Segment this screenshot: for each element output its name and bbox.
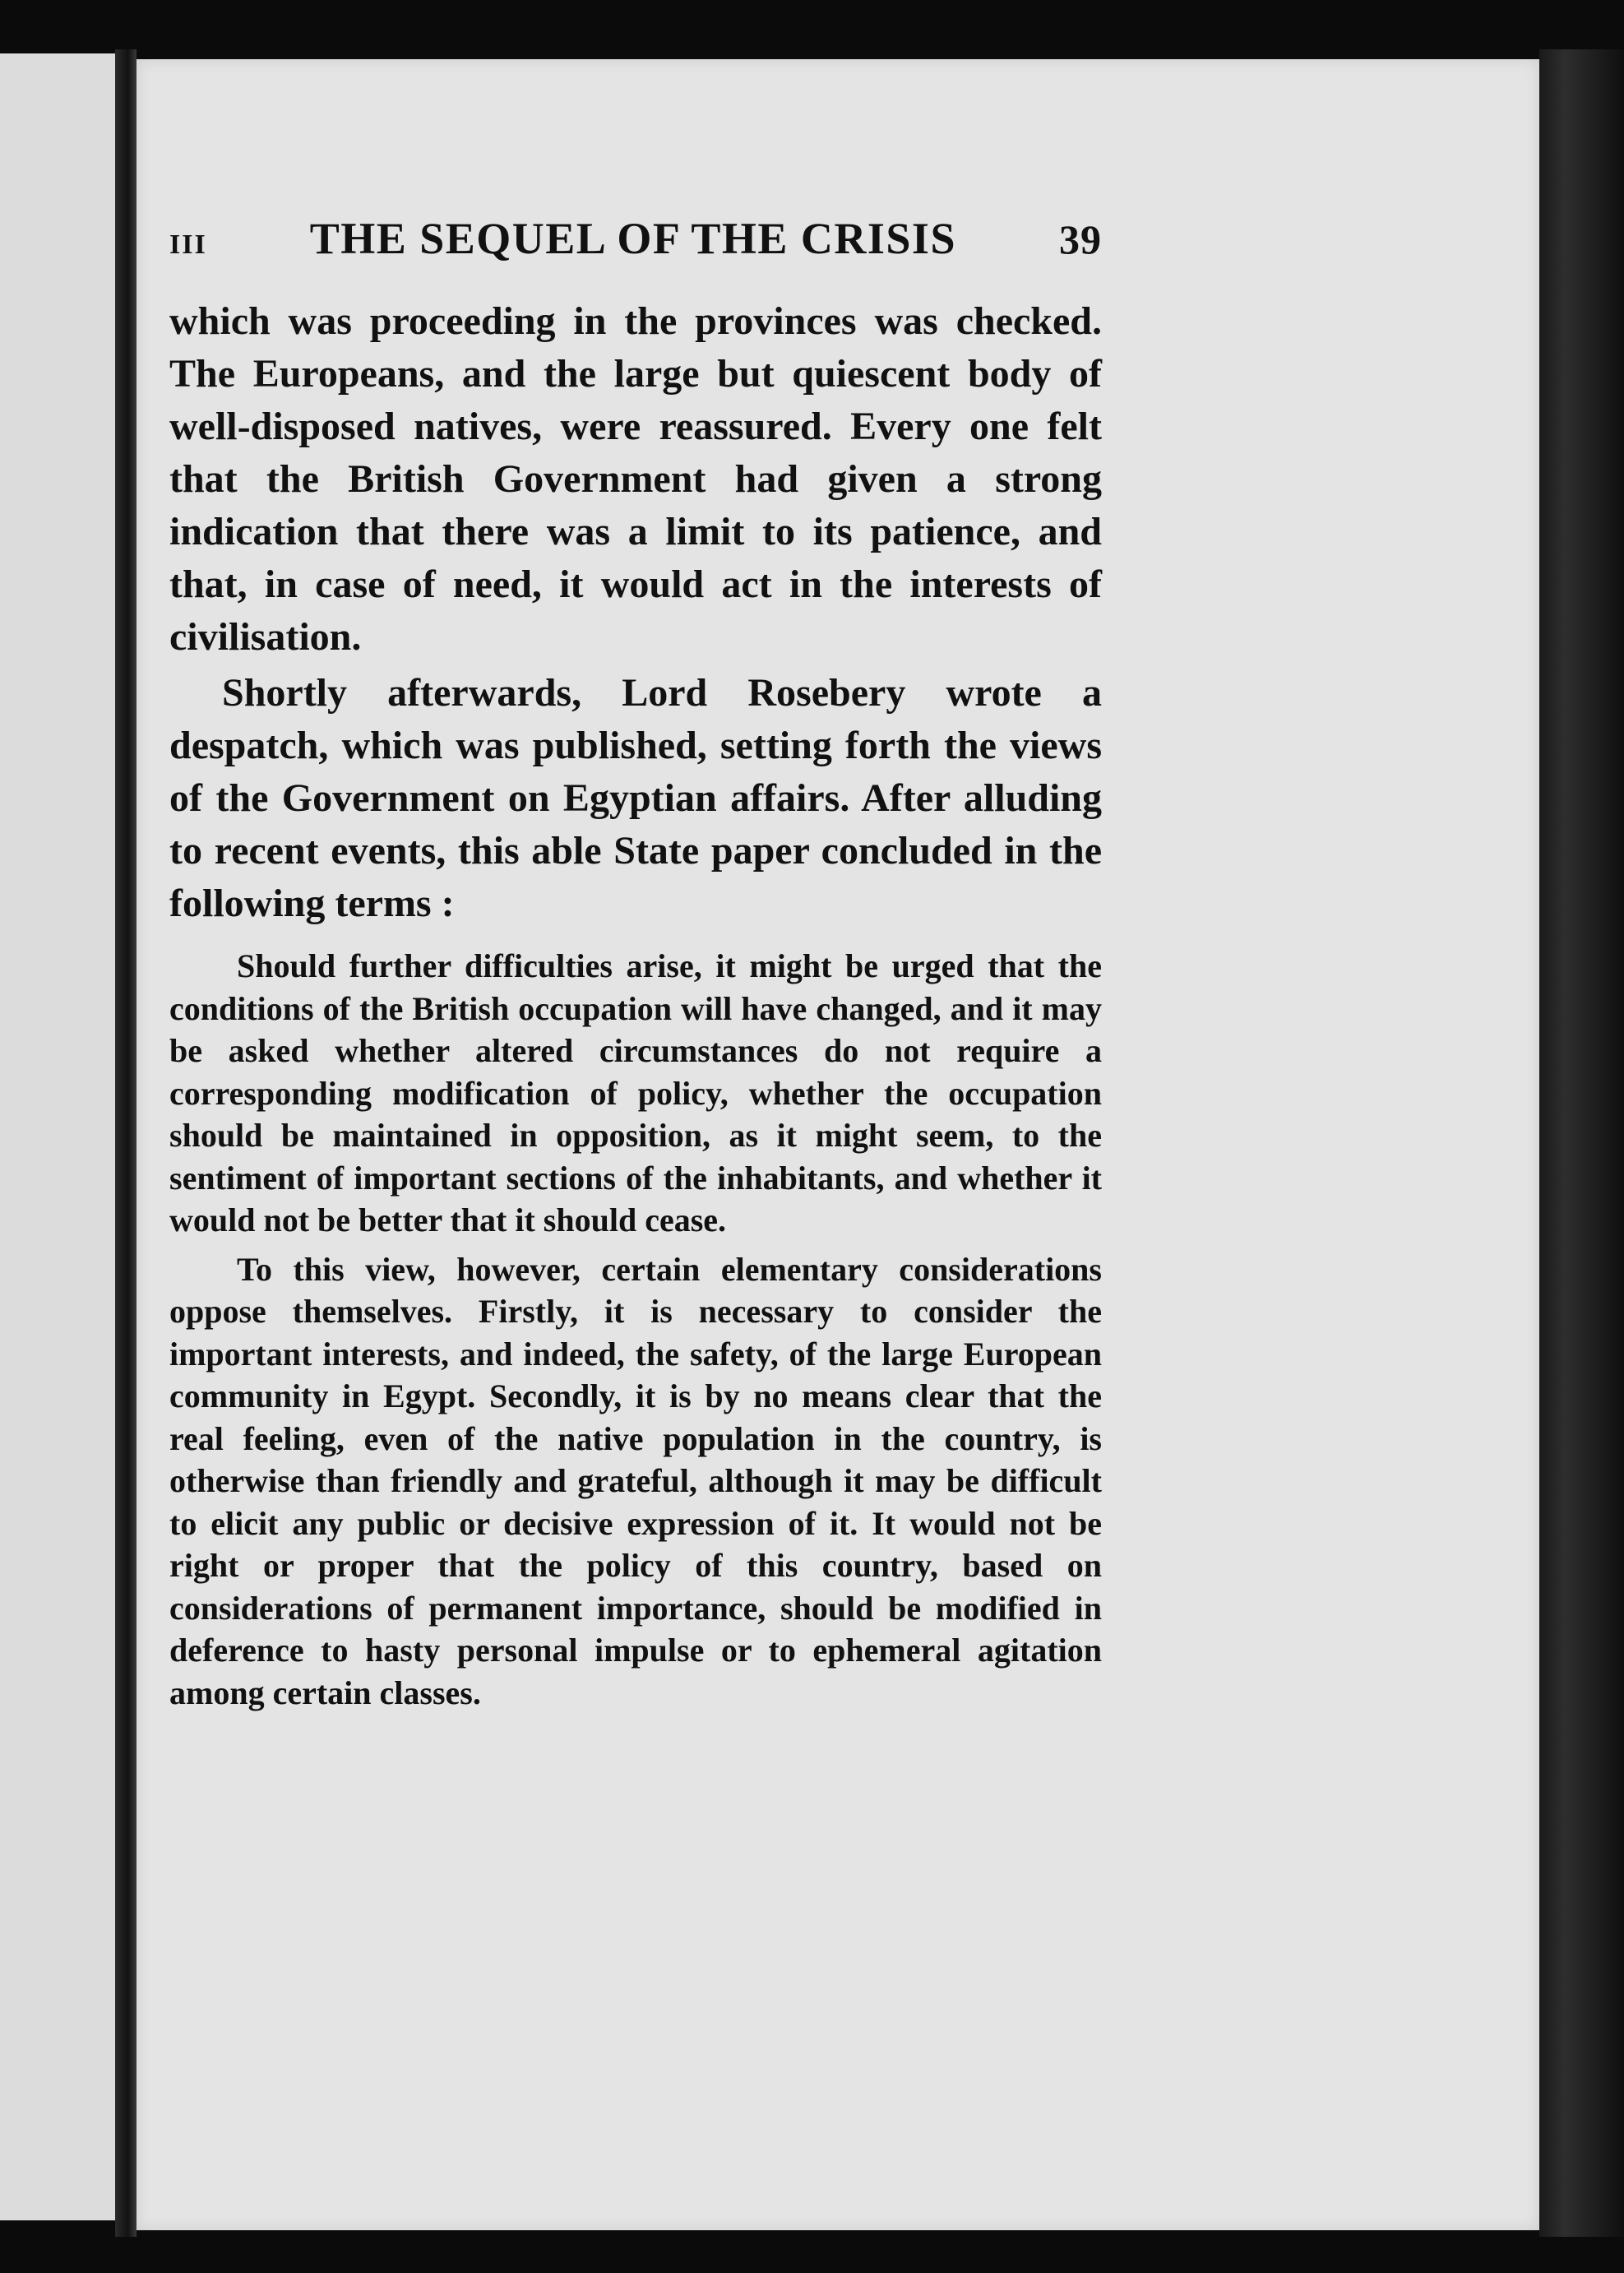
body-paragraph-continuation: which was proceeding in the provinces was checked. The Europeans, and the large but quiescent body of well-disposed natives, were reassured. Every one felt that the British Government had given a strong indication that there was a limit to its patience, and that, in case of need, it would act in the interests of civilisation. bbox=[169, 299, 1102, 659]
page-text bbox=[169, 210, 1102, 1714]
chapter-number: III bbox=[169, 229, 207, 260]
left-page-edge bbox=[0, 53, 115, 2220]
body-paragraph-rosebery: Shortly afterwards, Lord Rosebery wrote a despatch, which was published, setting forth the views of the Government on Egyptian affairs. After alluding to recent events, this able State paper concluded in the following terms : bbox=[169, 671, 1102, 925]
running-header bbox=[169, 210, 1102, 267]
quoted-paragraph-2: To this view, however, certain elementary considerations oppose themselves. Firstly, it is necessary to consider the important interests, and indeed, the safety, of the large European community in Egypt. Secondly, it is by no means clear that the real feeling, even of the native population in the country, is otherwise than friendly and grateful, although it may be difficult to elicit any public or decisive expression of it. It would not be right or proper that the policy of this country, based on considerations of permanent importance, should be modified in deference to hasty personal impulse or to ephemeral agitation among certain classes. bbox=[169, 1250, 1102, 1711]
book-spine bbox=[115, 49, 136, 2237]
running-title: THE SEQUEL OF THE CRISIS bbox=[309, 214, 956, 263]
page-number: 39 bbox=[1058, 216, 1102, 262]
right-page-edge bbox=[1539, 49, 1624, 2237]
quoted-paragraph-1: Should further difficulties arise, it might be urged that the conditions of the British occupation will have changed, and it may be asked whether altered circumstances do not require a corresponding modification of policy, whether the occupation should be maintained in opposition, as it might seem, to the sentiment of important sections of the inhabitants, and whether it would not be better that it should cease. bbox=[169, 947, 1102, 1238]
